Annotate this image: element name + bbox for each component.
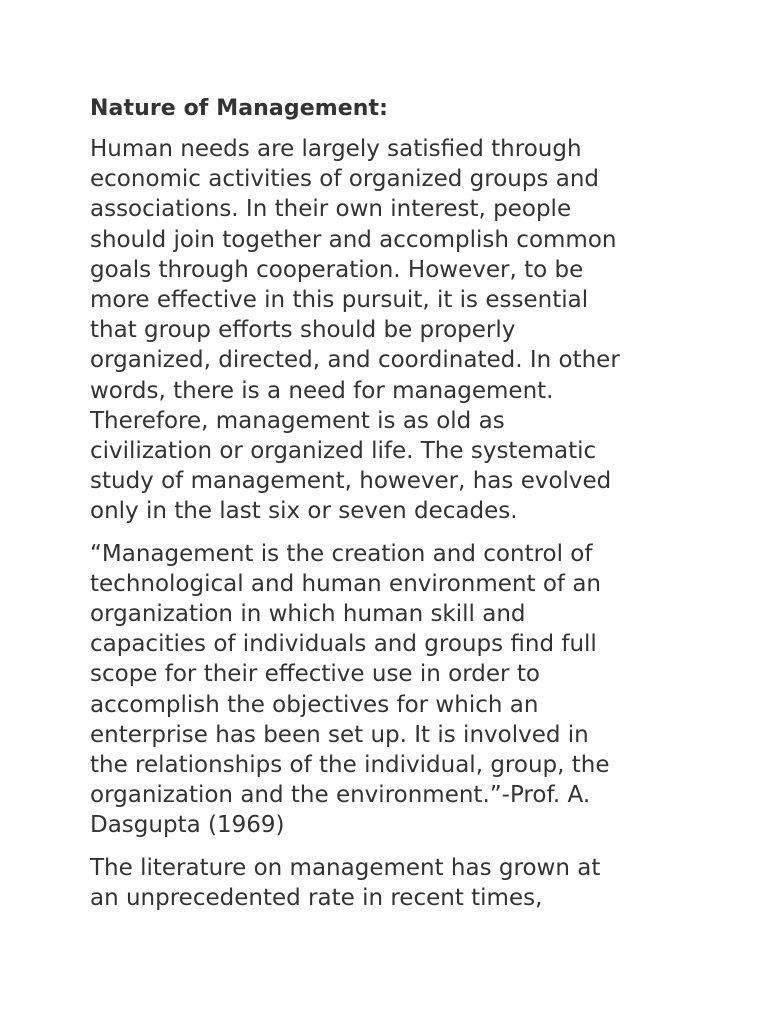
text-line: “Management is the creation and control of [90,540,593,567]
text-line: economic activities of organized groups and [90,166,600,193]
text-line: words, there is a need for management. [90,377,554,404]
text-line: enterprise has been set up. It is involved in [90,721,589,748]
document-page [90,92,690,925]
text-line: an unprecedented rate in recent times, [90,884,543,911]
text-line: accomplish the objectives for which an [90,691,539,718]
text-line: scope for their effective use in order to [90,661,540,688]
text-line: capacities of individuals and groups find full [90,631,597,658]
text-line: Human needs are largely satisfied through [90,136,582,162]
paragraph-nature [90,134,690,527]
text-line: that group efforts should be properly [90,317,516,344]
text-line: Therefore, management is as old as [90,407,505,434]
text-line: organized, directed, and coordinated. In other [90,347,620,374]
paragraph-definition-quote [90,539,690,841]
text-line: The literature on management has grown at [90,854,601,881]
text-line: organization and the environment.”-Prof. A. [90,782,591,809]
document-heading: Nature of Management: [90,96,389,121]
text-line: goals through cooperation. However, to be [90,256,584,283]
text-line: Dasgupta (1969) [90,812,285,839]
text-line: study of management, however, has evolved [90,468,612,495]
text-line: the relationships of the individual, group, the [90,752,610,779]
paragraph-literature [90,853,690,913]
text-line: associations. In their own interest, people [90,196,572,223]
text-line: should join together and accomplish common [90,226,617,253]
text-line: only in the last six or seven decades. [90,498,518,525]
text-line: more effective in this pursuit, it is essential [90,287,589,314]
text-line: civilization or organized life. The systematic [90,438,597,465]
text-line: technological and human environment of an [90,570,601,597]
text-line: organization in which human skill and [90,601,526,628]
